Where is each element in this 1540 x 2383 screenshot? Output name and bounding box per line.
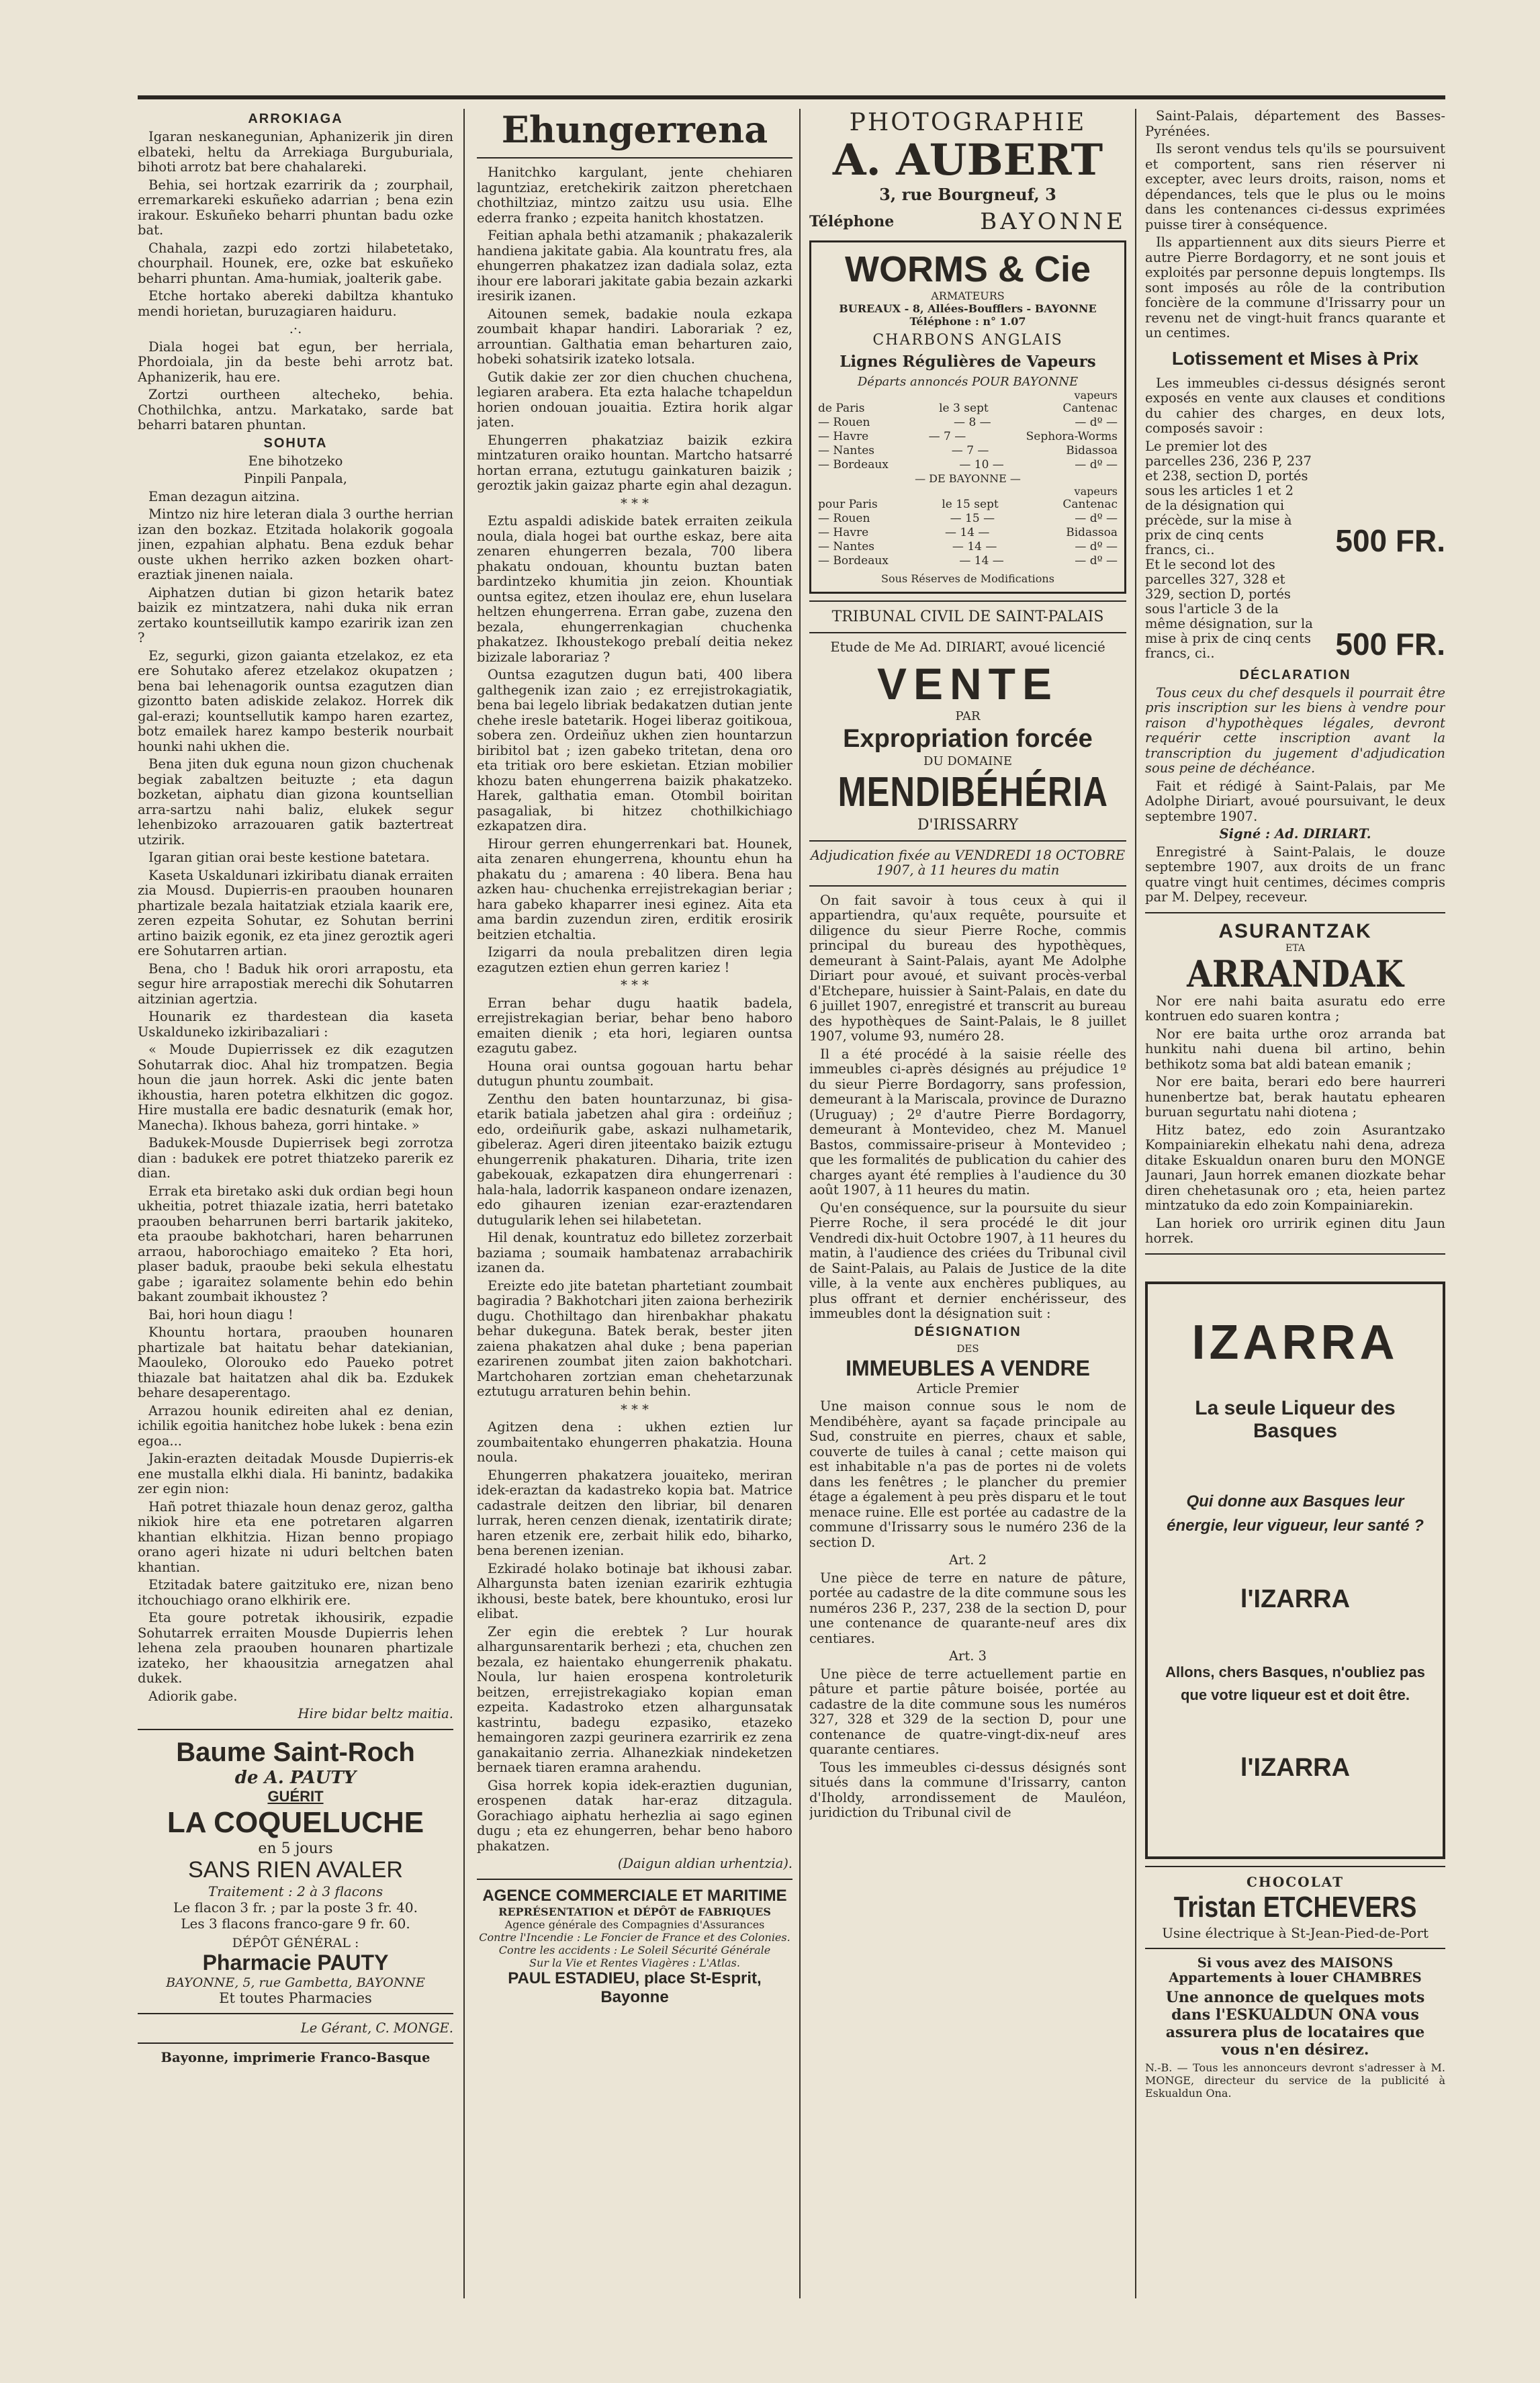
paragraph: Zer egin die erebtek ? Lur hourak alhargunsarentarik berhezi ; eta, chuchen zen bezala, ez haientako ehungerrenik phakatu. Noula, lur haien erospena kontroleturik beitzen, errejistrekagiako kopian eman ezpeita. Kadastroko etzen alhargunsatak kastrintu, badegu ezpasiko, etazeko hemaingoren zazpi geurinera ezarririk ez zena ganakaitanio zerria. Alhanezkiak nindeketzen bernaek tiaren eramna arahendu.	[477, 1623, 792, 1775]
paragraph: Une pièce de terre actuellement partie en pâture et partie pâture boisée, portée au cadastre de la dite commune sous les numéros 327, 328 et 329 de la section D, pour une contenance de quatre-vingt-dix-neuf ares quarante centiares.	[809, 1666, 1126, 1757]
city: BAYONNE	[980, 208, 1126, 235]
paragraph: « Moude Dupierrissek ez dik ezagutzen Sohutarrak dioc. Ahal hiz trompatzen. Begia houn die jaun horrek. Aski dic jente baten ikhoustia, haren potetra elkhitzen dic gogoz. Hire mustalla ere badic desnaturik (emak hor, Manecha). Ikhous baheza, gorri hintake. »	[138, 1042, 453, 1133]
ad-line: PAUL ESTADIEU, place St-Esprit, Bayonne	[508, 1969, 762, 2006]
signature: (Daigun aldian urhentzia).	[617, 1856, 792, 1871]
ad-line: — DE BAYONNE —	[915, 472, 1021, 485]
paragraph: Zenthu den baten hountarzunaz, bi gisa-etarik batiala jabetzen ahal gira : ordeiñuz ; edo, ordeiñurik gabe, askazi nulhametarik, gibeleraz. Ageri diren jiteentako baizik eztugu ehungerrenik phakaturen. Diharia, trite izen gabekouak, ezkapatzen dira ehungerrenari : hala-hala, ladorrik kaspaneon ondare izenazen, edo gihauren izenian ezar-eraztendaren dutugularik lehen sei hilabetetan.	[477, 1091, 792, 1228]
schedule-row: — Rouen — 15 — — dº —	[818, 512, 1118, 525]
paragraph: Jakin-erazten deitadak Mousde Dupierris-ek ene mustalla elkhi diala. Hi banintz, badakika zer egin nion:	[138, 1451, 453, 1496]
salutation: Ene bihotzeko	[248, 453, 343, 469]
column-rule	[799, 109, 801, 2298]
etude: Etude de Me Ad. DIRIART, avoué licencié	[830, 639, 1105, 655]
section-heading: IMMEUBLES A VENDRE	[846, 1355, 1090, 1380]
paragraph: Zortzi ourtheen altecheko, behia. Chothilchka, antzu. Markatako, sarde bat beharri bataren phuntan.	[138, 387, 453, 433]
ad-line: BUREAUX - 8, Allées-Boufflers - BAYONNE	[839, 302, 1097, 315]
divider	[809, 600, 1126, 602]
adjudication: Adjudication fixée au VENDREDI 18 OCTOBRE 1907, à 11 heures du matin	[810, 847, 1126, 878]
paragraph: Bai, hori houn diagu !	[148, 1306, 293, 1322]
agence-ad	[477, 1887, 792, 2007]
schedule-row: — Rouen — 8 — — dº —	[818, 416, 1118, 429]
paragraph: Ils seront vendus tels qu'ils se poursuivent et comportent, sans rien réserver ni excepter, avec leurs droits, raison, noms et dépendances, tels que le plus ou le moins dans les contenances ci-dessus exprimées puisse tirer à conséquence.	[1145, 141, 1445, 232]
paragraph: On fait savoir à tous ceux à qui il appartiendra, qu'aux requête, poursuite et diligence du sieur Pierre Roche, commis principal du bureau des hypothèques, demeurant à Saint-Palais, ayant Me Adolphe Diriart pour avoué, et suivant procès-verbal d'Etchepare, huissier à Saint-Palais, en date du 6 juillet 1907, enregistré et transcrit au bureau des hypothèques de Saint-Palais, le 8 juillet 1907, volume 93, numéro 28.	[809, 892, 1126, 1044]
schedule-row: — Bordeaux — 14 — — dº —	[818, 554, 1118, 568]
separator: .·.	[289, 321, 302, 336]
ad-line: CHOCOLAT	[1247, 1873, 1344, 1890]
ad-line: Le flacon 3 fr. ; par la poste 3 fr. 40.	[173, 1899, 418, 1916]
imprimerie: Bayonne, imprimerie Franco-Basque	[161, 2050, 431, 2065]
paragraph: Bena, cho ! Baduk hik orori arrapostu, eta segur hire arrapostiak merechi dik Sohutarren aitzinian agertzia.	[138, 960, 453, 1007]
ad-title: AGENCE COMMERCIALE ET MARITIME	[482, 1886, 787, 1905]
column-4	[1145, 109, 1445, 2102]
article-title: Ehungerrena	[501, 109, 768, 151]
paragraph: Lan horiek oro urririk eginen ditu Jaun horrek.	[1145, 1215, 1445, 1246]
ad-line: l'IZARRA	[1240, 1584, 1351, 1613]
ad-line: SANS RIEN AVALER	[188, 1856, 403, 1883]
par: PAR	[955, 709, 981, 723]
column-3	[809, 109, 1126, 1824]
paragraph: Fait et rédigé à Saint-Palais, par Me Adolphe Diriart, avoué poursuivant, le deux septembre 1907.	[1145, 778, 1445, 824]
paragraph: Il a été procédé à la saisie réelle des immeubles ci-après désignés au préjudice 1º du sieur Pierre Bordagorry, sans profession, demeurant à la Mariscala, province de Durazno (Uruguay) ; 2º d'autre Pierre Bordagorry, demeurant à Montevideo, chez M. Manuel Bastos, commissaire-priseur à Montevideo ; que les formalités de publication du cahier des charges ayant été remplies à l'audience du 30 août 1907, à 11 heures du matin.	[809, 1046, 1126, 1198]
paragraph: Eman dezagun aitzina.	[148, 488, 300, 504]
paragraph: Hirour gerren ehungerrenkari bat. Hounek, aita zenaren ehungerrena, khountu ehun ha phakatu du ; amarena : 40 libera. Bena hau azken hau- chuchenka errejistrekagian beriar ; hara gabeko khaparrer inesi eginez. Aita eta ama bardin zuzendun ziren, erditik erosirik beitzien etchaltia.	[477, 836, 792, 942]
paragraph: Hanitchko kargulant, jente chehiaren laguntziaz, eretchekirik zaitzon pheretchaen chothiltziaz, mintzo zaitzu usu usia. Elhe ederra franko ; ezpeita hanitch khostatzen.	[477, 165, 792, 226]
worms-ad	[809, 240, 1126, 594]
paragraph: Hitz batez, edo zoin Asurantzako Kompainiarekin elhekatu nahi dena, adreza ditake Eskualdun onaren buru den MONGE Jaunari, Jaun horrek emanen diozkate behar diren chehetasunak oro ; eta, heien partez mintzatuko da edo zoin Kompainiarekin.	[1145, 1122, 1445, 1213]
paragraph: Houna orai ountsa gogouan hartu behar dutugun phuntu zoumbait.	[477, 1058, 792, 1089]
column-rule	[463, 109, 465, 2298]
ad-line: Les 3 flacons franco-gare 9 fr. 60.	[181, 1915, 410, 1932]
column-1	[138, 109, 453, 2069]
paragraph: Ez, segurki, gizon gaianta etzelakoz, ez eta ere Sohutako aferez etzelakoz okupatzen ; bena bai lehenagorik ountsa ezagutzen dian gizontto baten adiskide zelakoz. Horrek dik gal-erazi; kountsellutik kampo haren ezartez, botz emailek harez kampo besterik nourbait hounki nahi ukhen die.	[138, 647, 453, 754]
ad-title: PHOTOGRAPHIE	[849, 109, 1087, 136]
ad-title: IZARRA	[1191, 1315, 1399, 1369]
ad-headline: LA COQUELUCHE	[167, 1805, 424, 1839]
ad-line: DÉPÔT GÉNÉRAL :	[232, 1935, 359, 1950]
divider	[477, 157, 792, 159]
ad-line: vapeurs	[1074, 485, 1118, 498]
paragraph: Ils appartiennent aux dits sieurs Pierre et autre Pierre Bordagorry, et ne sont jouis et exploités par personne depuis longtemps. Ils sont imposés au rôle de la contribution foncière de la commune d'Irissarry pour un revenu net de vingt-huit francs quarante et un centimes.	[1145, 234, 1445, 341]
price-amount: 500 FR.	[1335, 626, 1445, 662]
article-heading: Article Premier	[917, 1380, 1019, 1396]
article-heading: Art. 2	[948, 1552, 987, 1568]
ad-line	[809, 208, 1126, 235]
paragraph: Ountsa ezagutzen dugun bati, 400 libera galthegenik izan zaio ; ez errejistrokagiatik, bena bai legelo libriak bedakatzen dutian jente chehe iresle batetarik. Hogei liberaz goitikoua, sobera zen. Ordeiñuz ukhen zien hountarzun biribitol bat ; izen gabeko tritetan, dena oro eta tritiak oro bere eskietan. Etzian mobilier khozu baten ehungerrena baizik phakatzeko. Harek, galthatia eman. Otombil boiritan pasagaliak, bi hitzez chothilkichiago ezkapatzen dira.	[477, 667, 792, 834]
ad-line: Téléphone : n° 1.07	[909, 315, 1026, 328]
schedule-table	[818, 498, 1118, 568]
section-heading: DÉSIGNATION	[914, 1324, 1022, 1339]
paragraph: Erran behar dugu haatik badela, errejistrekagian beriar, behar beno haboro emaiten dienik ; eta hori, legiaren ountsa ezagutu gabez.	[477, 995, 792, 1056]
ad-headline: Tristan ETCHEVERS	[1173, 1890, 1417, 1924]
paragraph: Bena jiten duk eguna noun gizon chuchenak begiak zabaltzen beituzte ; eta dagun bozketan, aiphatu dian gizona kountsellian arra-sartzu nahi baliz, elukek segur lehenbizoko arrazouaren gatik baztertreat utzirik.	[138, 756, 453, 848]
paragraph: Une pièce de terre en nature de pâture, portée au cadastre de la dite commune sous les numéros 236 P., 237, 238 de la section D, pour une contenance de quarante-neuf ares dix centiares.	[809, 1570, 1126, 1646]
article-heading: Art. 3	[948, 1648, 987, 1664]
ad-line: Et toutes Pharmacies	[219, 1989, 372, 2006]
ad-headline: ARRANDAK	[1187, 952, 1404, 995]
paragraph: Hil denak, kountratuz edo billetez zorzerbait baziama ; soumaik hambatenaz arrabachirik izanen da.	[477, 1230, 792, 1275]
column-rule	[1135, 109, 1136, 2298]
paragraph: Si vous avez des MAISONS Appartements à louer CHAMBRES	[1169, 1954, 1422, 1985]
paragraph: Etche hortako abereki dabiltza khantuko mendi horietan, buruzagiaren haiduru.	[138, 288, 453, 319]
paragraph: Errak eta biretako aski duk ordian begi houn ukheitia, potret thiazale izatia, herri batetako praouben beharrunen berri bartarik jakiteko, eta praoube bakhotchari, haren beharrunen arraou, haborochiago emaiteko ? Eta hori, plaser baduk, praoube beki sekula elhestatu gabe ; igaraitez solamente behin edo behin bakant zoumbait ikhoustez ?	[138, 1183, 453, 1304]
du-domaine: DU DOMAINE	[923, 754, 1012, 768]
domain-place: D'IRISSARRY	[917, 816, 1019, 834]
ad-line: Usine électrique à St-Jean-Pied-de-Port	[1162, 1924, 1429, 1941]
divider	[1145, 1948, 1445, 1949]
paragraph: Aitounen semek, badakie noula ezkapa zoumbait khapar handiri. Laborariak ? ez, arrountian. Galthatia eman beharturen zaio, hobeki sohatsirik izateko lotsala.	[477, 306, 792, 367]
ad-line: REPRÉSENTATION et DÉPÔT de FABRIQUES	[498, 1905, 771, 1918]
paragraph: Nor ere baita, berari edo bere haurreri hunenbertze bat, berak hautatu ephearen buruan segurtatu nahi diotena ;	[1145, 1074, 1445, 1120]
schedule-row: de Paris le 3 sept Cantenac	[818, 402, 1118, 415]
divider	[138, 2042, 453, 2044]
paragraph: Igaran gitian orai beste kestione batetara.	[148, 850, 430, 865]
ad-title: ASURANTZAK	[1218, 919, 1372, 942]
separator: * * *	[621, 1401, 649, 1417]
baume-ad	[138, 1737, 453, 2006]
telephone-label: Téléphone	[809, 213, 895, 230]
price-row	[1145, 439, 1445, 557]
ad-title: WORMS & Cie	[844, 249, 1091, 289]
section-heading: ARROKIAGA	[248, 111, 343, 126]
domain-name: MENDIBÉHÉRIA	[837, 768, 1108, 815]
paragraph: Les immeubles ci-dessus désignés seront exposés en vente aux clauses et conditions du cahier des charges, en deux lots, composés savoir :	[1145, 375, 1445, 436]
paragraph: Aiphatzen dutian bi gizon hetarik batez baizik ez mintzatzera, nahi duka nik erran zertako kountseillutik kampo ezaririk izan zen ?	[138, 584, 453, 645]
signature: Hire bidar beltz maitia.	[298, 1706, 453, 1721]
schedule-row: — Bordeaux — 10 — — dº —	[818, 458, 1118, 471]
ad-title: Baume Saint-Roch	[176, 1737, 415, 1767]
ad-line: Qui donne aux Basques leur énergie, leur vigueur, leur santé ?	[1167, 1492, 1424, 1535]
paragraph: Nor ere baita urthe oroz arranda bat hunkitu nahi duena bil artino, behin bethikotz soma bat aldi batean emanik ;	[1145, 1026, 1445, 1072]
ad-line: Traitement : 2 à 3 flacons	[208, 1883, 383, 1899]
ad-line: en 5 jours	[258, 1840, 333, 1857]
price-text: Le premier lot des parcelles 236, 236 P, 237 et 238, section D, portés sous les articles 1 et 2 de la désignation qui précède, sur la mise à prix de cinq cents francs, ci..	[1145, 438, 1312, 557]
paragraph: Agitzen dena : ukhen eztien lur zoumbaitentako ehungerren phakatzia. Houna noula.	[477, 1419, 792, 1465]
paragraph: Kaseta Uskaldunari izkiribatu dianak erraiten zia Mousd. Dupierris-en praouben hounaren phartizale bezala haitatziak etziala kaarik ere, zeren ezpeita Sohutar, ez Sohutan berrini artino baizik egonik, ez eta jinez geroztik ageri ere Sohutarren artian.	[138, 867, 453, 958]
paragraph: Gutik dakie zer zor dien chuchen chuchena, legiaren arabera. Eta ezta halache tchapeldun horien ondouan jouaitia. Eztira horik algar jaten.	[477, 369, 792, 430]
ad-line: 3, rue Bourgneuf, 3	[879, 185, 1056, 204]
top-rule	[138, 95, 1445, 99]
paragraph: Diala hogei bat egun, ber herriala, Phordoiala, jin da beste behi arrotz bat. Aphanizerik, hau ere.	[138, 339, 453, 385]
paragraph: Ereizte edo jite batetan phartetiant zoumbait bagiradia ? Bakhotchari jiten zaiona berhezirik dugu. Chothiltago dan hirenbakhar phakatu behar dukeguna. Batek berak, bester jiten zaiena phakatzen ahal duke ; bena paperian ezarirenen zoumbat jiten zaion bakhotchari. Martchoharen zortzian eman chehetarzunak eztutugu arraturen behin behin.	[477, 1277, 792, 1399]
ad-line: Départs annoncés POUR BAYONNE	[857, 375, 1079, 389]
paragraph: Ehungerren phakatziaz baizik ezkira mintzaturen oraiko hountan. Martcho hatsarré hortan errana, eztutugu gainkaturen baizik ; geroztik jakin gaizaz pharte egin ahal dezagun.	[477, 432, 792, 493]
divider	[1145, 1253, 1445, 1255]
tribunal-heading: TRIBUNAL CIVIL DE SAINT-PALAIS	[831, 609, 1104, 625]
column-2	[477, 109, 792, 2007]
paragraph: Ezkiradé holako botinaje bat ikhousi zabar. Alhargunsta baten izenian ezaririk ezhtugia ikhousi, beste batek, bere khountuko, erosi lur elibat.	[477, 1560, 792, 1621]
ad-line: Contre l'Incendie : Le Foncier de France et des Colonies.	[479, 1930, 790, 1944]
ad-line: ETA	[1285, 942, 1305, 954]
section-heading: SOHUTA	[263, 435, 328, 451]
price-amount: 500 FR.	[1335, 523, 1445, 558]
divider	[809, 632, 1126, 633]
ad-line: Sous Réserves de Modifications	[881, 572, 1054, 585]
expropriation: Expropriation forcée	[843, 724, 1093, 753]
ad-line: La seule Liqueur des Basques	[1195, 1396, 1396, 1442]
paragraph: Tous ceux du chef desquels il pourrait être pris inscription sur les biens à vendre pour raison d'hypothèques légales, devront requérir cette inscription avant la transcription du jugement d'adjudication sous peine de déchéance.	[1145, 684, 1445, 776]
price-text: Et le second lot des parcelles 327, 328 et 329, section D, portés sous l'article 3 de la même désignation, sur la mise à prix de cinq cents francs, ci..	[1145, 556, 1313, 661]
paragraph: Izigarri da noula prebalitzen diren legia ezagutzen eztien ehun gerren kariez !	[477, 944, 792, 975]
paragraph: Saint-Palais, département des Basses-Pyrénées.	[1145, 109, 1445, 139]
ad-line: Agence générale des Compagnies d'Assurances	[504, 1918, 765, 1931]
schedule-row: — Nantes — 14 — — dº —	[818, 540, 1118, 553]
paragraph: Mintzo niz hire leteran diala 3 ourthe herrian izan den bozkaz. Etzitada holakorik gogoala jinen, ezpahian alphatu. Bena ezduk behar ouste ukhen herriko azken bozken ohart-eraztiak jinenen naiala.	[138, 506, 453, 582]
paragraph: Adiorik gabe.	[148, 1688, 238, 1704]
ad-line: l'IZARRA	[1240, 1753, 1351, 1782]
paragraph: Une annonce de quelques mots dans l'ESKUALDUN ONA vous assurera plus de locataires que vous n'en désirez.	[1165, 1988, 1425, 2059]
paragraph: Eztu aspaldi adiskide batek erraiten zeikula noula, diala hogei bat ourthe eskaz, bere aita zenaren ehungerren bezala, 700 libera phakatu ondouan, khountu buztan baten bardintzeko khumitia jin zeion. Khountiak ountsa egitez, etzen ihoulaz ere, ehun luselara heltzen ehungerrena. Erran gabe, zuzena den bezala, ehungerrenkagian chuchenka phakatzez. Ikhoustekogo prebalí deitia nekez bizizale laborariaz ?	[477, 513, 792, 665]
separator: * * *	[621, 977, 649, 993]
gerant: Le Gérant, C. MONGE.	[300, 2020, 453, 2036]
separator: * * *	[621, 495, 649, 511]
newspaper-page	[138, 95, 1445, 2312]
ad-line: CHARBONS ANGLAIS	[872, 332, 1063, 349]
divider	[809, 840, 1126, 842]
paragraph: Tous les immeubles ci-dessus désignés sont situés dans la commune d'Irissarry, canton d'Iholdy, arrondissement de Mauléon, juridiction du Tribunal civil de	[809, 1759, 1126, 1820]
paragraph: Hounarik ez thardestean dia kaseta Uskalduneko izkiribazaliari :	[138, 1009, 453, 1040]
section-heading: Lotissement et Mises à Prix	[1171, 347, 1419, 369]
schedule-row: — Nantes — 7 — Bidassoa	[818, 444, 1118, 457]
divider	[138, 1729, 453, 1730]
paragraph: Feitian aphala bethi atzamanik ; phakazalerik handiena jakitate gabia. Ala kountratu fres, ala ehungerren phakatzez izan dadiala solaz, ezta ihour ere laborari jakitate gabia bezain azkarki iresirik izanen.	[477, 228, 792, 304]
ad-line: Pharmacie PAUTY	[202, 1950, 389, 1975]
ad-line: Contre les accidents : Le Soleil Sécurité Générale	[498, 1943, 771, 1957]
ad-line: GUÉRIT	[267, 1787, 324, 1805]
paragraph: Ehungerren phakatzera jouaiteko, meriran idek-eraztan da kadastreko kopia bat. Matrice cadastrale deitzen den libriar, bil denaren lurrak, heren cenzen dienak, izentatirik dirate; haren etzenik ere, zerbait hilik edo, biharko, bena berenen izenian.	[477, 1467, 792, 1558]
paragraph: Behia, sei hortzak ezarririk da ; zourphail, erremarkareki eskuñeko adarrian ; bena ezin irakour. Eskuñeko beharri phuntan badu ozke bat.	[138, 177, 453, 238]
ad-line: ARMATEURS	[931, 289, 1005, 302]
divider	[138, 2013, 453, 2014]
paragraph: Gisa horrek kopia idek-eraztien dugunian, erospenen datak har-eraz ditzagula. Gorachiago aiphatu herhezlia ai sago eginen dugu ; eta ez ehungerren, behar beno haboro phakatzen.	[477, 1777, 792, 1854]
divider	[1145, 1866, 1445, 1867]
ad-line: BAYONNE, 5, rue Gambetta, BAYONNE	[166, 1975, 425, 1990]
divider	[1145, 912, 1445, 913]
ad-line: vapeurs	[1074, 389, 1118, 402]
vente-title: VENTE	[876, 658, 1059, 709]
izarra-ad	[1145, 1282, 1445, 1859]
paragraph: Qu'en conséquence, sur la poursuite du sieur Pierre Roche, il sera procédé le dit jour Vendredi dix-huit Octobre 1907, à 11 heures du matin, à l'audience des criées du Tribunal civil de Saint-Palais, au Palais de Justice de la dite ville, à la vente aux enchères publiques, au plus offrant et dernier enchérisseur, des immeubles dont la désignation suit :	[809, 1200, 1126, 1321]
salutation: Pinpili Panpala,	[244, 471, 347, 486]
paragraph: Badukek-Mousde Dupierrisek begi zorrotza dian : badukek ere potret thiatzeko parerik ez dian.	[138, 1135, 453, 1181]
section-heading: DÉCLARATION	[1239, 667, 1351, 682]
paragraph: Nor ere nahi baita asuratu edo erre kontruen edo suaren kontra ;	[1145, 993, 1445, 1024]
schedule-row: — Havre — 7 — Sephora-Worms	[818, 430, 1118, 443]
ad-line: Lignes Régulières de Vapeurs	[840, 353, 1096, 371]
ad-line: Sur la Vie et Rentes Viagères : L'Atlas.	[529, 1956, 740, 1969]
paragraph: Khountu hortara, praouben hounaren phartizale bat haitatu behar datekianian, Maouleko, Olorouko edo Paueko potret thiazale bat haitatzen ahal dik ba. Ezdukek behare desaperentago.	[138, 1324, 453, 1400]
paragraph: N.-B. — Tous les annonceurs devront s'adresser à M. MONGE, directeur du service de la publicité à Eskualdun Ona.	[1145, 2061, 1445, 2100]
ad-headline: A. AUBERT	[832, 135, 1103, 185]
paragraph: Arrazou hounik edireiten ahal ez denian, ichilik egoitia hanitchez hobe lukek : bena ezin egoa...	[138, 1402, 453, 1449]
paragraph: Chahala, zazpi edo zortzi hilabetetako, chourphail. Hounek, ere, ozke bat eskuñeko beharri phuntan. Ama-humiak, joalterik gabe.	[138, 240, 453, 286]
signature: Signé : Ad. DIRIART.	[1219, 826, 1371, 842]
paragraph: Etzitadak batere gaitzituko ere, nizan beno itchouchiago orano elkhirik ere.	[138, 1577, 453, 1608]
divider	[809, 885, 1126, 887]
schedule-table	[818, 402, 1118, 472]
schedule-row: pour Paris le 15 sept Cantenac	[818, 498, 1118, 511]
ad-line: Allons, chers Basques, n'oubliez pas que votre liqueur est et doit être.	[1165, 1663, 1425, 1703]
schedule-row: — Havre — 14 — Bidassoa	[818, 526, 1118, 539]
paragraph: Igaran neskanegunian, Aphanizerik jin diren elbateki, heltu da Arrekiaga Burguburiala, bihoti arrotz bat bere chahalareki.	[138, 129, 453, 175]
paragraph: Hañ potret thiazale houn denaz geroz, galtha nikiok hire eta ene potretaren algarren khantian elkhitzia. Hizan benno propiago orano ageri hizate ni uduri beltchen baten khantian.	[138, 1498, 453, 1575]
paragraph: Enregistré à Saint-Palais, le douze septembre 1907, aux droits de un franc quatre vingt huit centimes, décimes compris par M. Delpey, receveur.	[1145, 844, 1445, 905]
section-heading: DES	[956, 1342, 979, 1355]
ad-maker: de A. PAUTY	[234, 1767, 357, 1788]
price-row	[1145, 557, 1445, 661]
divider	[477, 1879, 792, 1880]
paragraph: Une maison connue sous le nom de Mendibéhère, ayant sa façade principale au Sud, construite en pierres, chaux et sable, couverte de tuiles à canal ; cette maison qui est inhabitable n'a pas de portes ni de volets dans les fenêtres ; le plancher du premier étage a également à peu près disparu et le tout menace ruine. Elle est portée au cadastre de la commune d'Irissarry sous le numéro 236 de la section D.	[809, 1398, 1126, 1550]
paragraph: Eta goure potretak ikhousirik, ezpadie Sohutarrek erraiten Mousde Dupierris lehen lehena zela praouben hounaren phartizale izateko, her khaousitzia arnegatzen ahal dukek.	[138, 1610, 453, 1686]
